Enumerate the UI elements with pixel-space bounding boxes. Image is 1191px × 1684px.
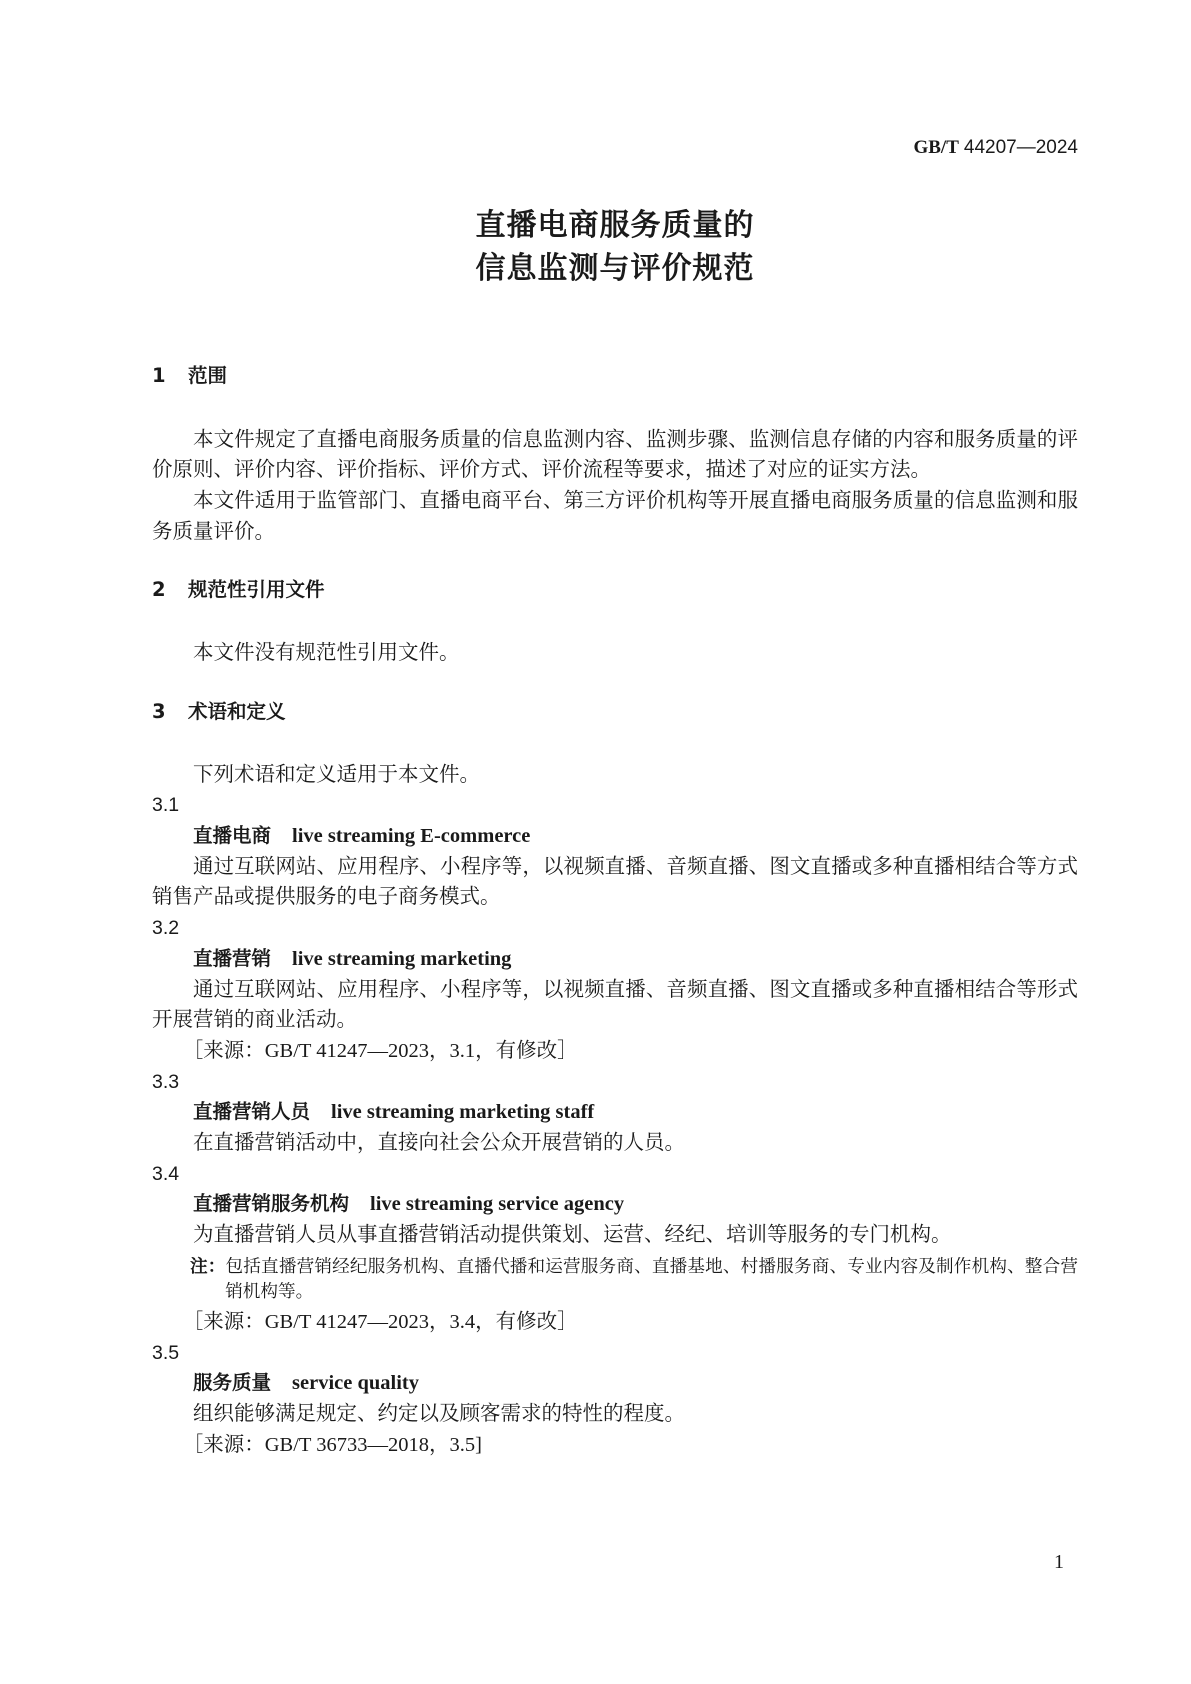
page-number: 1 (1054, 1551, 1064, 1573)
term-line (152, 944, 1078, 975)
term-definition: 组织能够满足规定、约定以及顾客需求的特性的程度。 (193, 1402, 685, 1425)
term-line (152, 1368, 1078, 1399)
section-number: 1 (152, 364, 166, 387)
term-chinese: 直播电商 (193, 824, 272, 848)
standard-code-number: 44207—2024 (963, 137, 1078, 158)
note-text: 包括直播营销经纪服务机构、直播代播和运营服务商、直播基地、村播服务商、专业内容及制作机构、整合营销机构等。 (225, 1255, 1078, 1301)
term-source: ［来源：GB/T 41247—2023，3.4，有修改］ (182, 1310, 578, 1333)
term-chinese: 直播营销服务机构 (193, 1192, 350, 1216)
term-definition: 通过互联网站、应用程序、小程序等，以视频直播、音频直播、图文直播或多种直播相结合等形式开展营销的商业活动。 (152, 978, 1078, 1032)
term-entry-number: 3.1 (152, 794, 180, 817)
document-body (152, 0, 1078, 1460)
term-note (190, 1254, 1078, 1303)
section-title: 范围 (188, 364, 228, 387)
term-english: service quality (292, 1372, 419, 1395)
scope-paragraph-1: 本文件规定了直播电商服务质量的信息监测内容、监测步骤、监测信息存储的内容和服务质量的评价原则、评价内容、评价指标、评价方式、评价流程等要求，描述了对应的证实方法。 (152, 428, 1078, 482)
term-entry-number: 3.3 (152, 1070, 180, 1093)
term-line (152, 821, 1078, 852)
term-line (152, 1189, 1078, 1220)
term-english: live streaming marketing staff (331, 1101, 595, 1124)
note-label: 注： (190, 1256, 226, 1277)
terms-intro: 下列术语和定义适用于本文件。 (193, 763, 480, 786)
term-chinese: 直播营销人员 (193, 1100, 311, 1124)
term-english: live streaming service agency (370, 1193, 625, 1216)
section-number: 2 (152, 577, 166, 601)
section-heading-normative-references (152, 575, 1078, 606)
section-heading-terms (152, 697, 1078, 728)
term-definition: 在直播营销活动中，直接向社会公众开展营销的人员。 (193, 1132, 685, 1155)
term-source: ［来源：GB/T 36733—2018，3.5] (182, 1433, 482, 1456)
document-title-line-2: 信息监测与评价规范 (475, 251, 755, 286)
term-entry-number: 3.5 (152, 1341, 180, 1364)
term-chinese: 服务质量 (193, 1371, 272, 1395)
term-source: ［来源：GB/T 41247—2023，3.1，有修改］ (182, 1039, 578, 1062)
term-definition: 通过互联网站、应用程序、小程序等，以视频直播、音频直播、图文直播或多种直播相结合等方式销售产品或提供服务的电子商务模式。 (152, 855, 1078, 909)
scope-paragraph-2: 本文件适用于监管部门、直播电商平台、第三方评价机构等开展直播电商服务质量的信息监测和服务质量评价。 (152, 490, 1078, 543)
term-english: live streaming E-commerce (292, 825, 531, 848)
section-heading-scope (152, 361, 1078, 392)
section-title: 术语和定义 (188, 699, 286, 723)
document-title (152, 204, 1078, 290)
term-chinese: 直播营销 (193, 946, 272, 970)
document-title-line-1: 直播电商服务质量的 (475, 208, 755, 243)
term-entry-number: 3.2 (152, 917, 180, 940)
term-english: live streaming marketing (292, 947, 512, 970)
standard-code-prefix: GB/T (913, 137, 959, 158)
section-title: 规范性引用文件 (188, 577, 325, 601)
term-definition: 为直播营销人员从事直播营销活动提供策划、运营、经纪、培训等服务的专门机构。 (193, 1224, 952, 1247)
term-line (152, 1097, 1078, 1128)
section-number: 3 (152, 699, 166, 723)
normative-references-paragraph: 本文件没有规范性引用文件。 (193, 642, 460, 665)
term-entry-number: 3.4 (152, 1162, 180, 1185)
